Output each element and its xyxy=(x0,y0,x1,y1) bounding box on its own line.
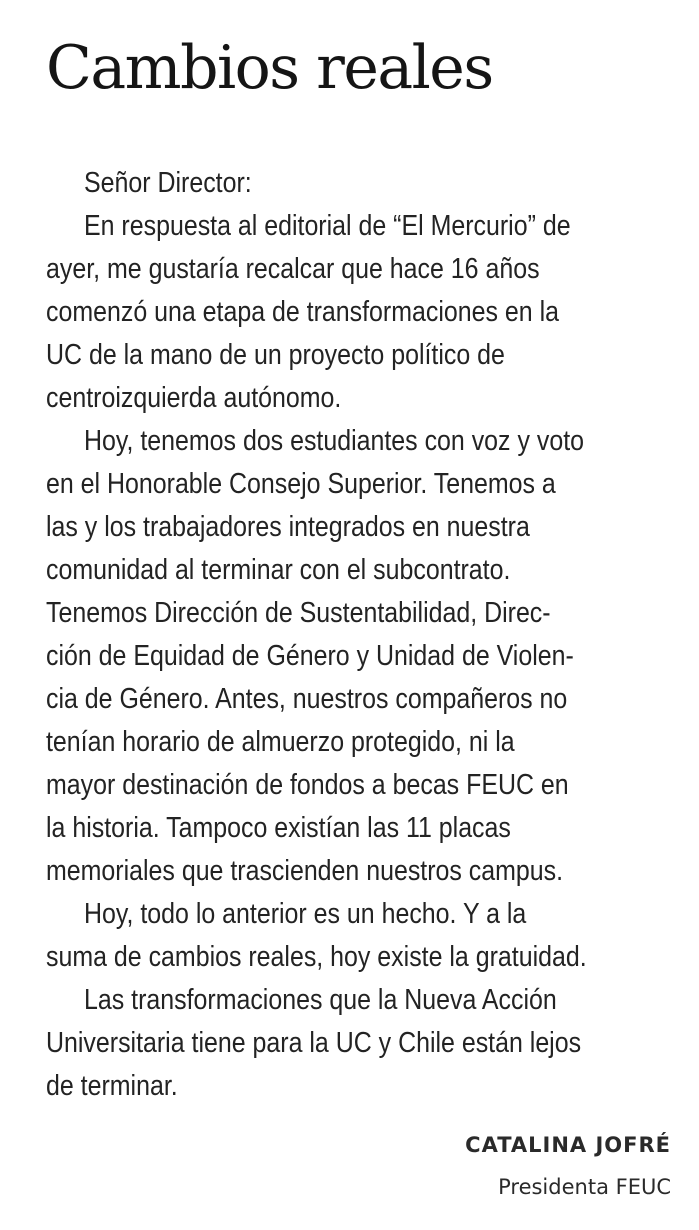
body-line: en el Honorable Consejo Superior. Tenemos a xyxy=(46,468,556,500)
body-line: ayer, me gustaría recalcar que hace 16 años xyxy=(46,253,540,285)
body-line: mayor destinación de fondos a becas FEUC en xyxy=(46,769,569,801)
body-line: de terminar. xyxy=(46,1070,178,1102)
body-line: centroizquierda autónomo. xyxy=(46,382,342,414)
signature-role: Presidenta FEUC xyxy=(498,1175,671,1199)
body-line: cia de Género. Antes, nuestros compañeros no xyxy=(46,683,568,715)
salutation-line: Señor Director: xyxy=(84,167,252,199)
body-line: UC de la mano de un proyecto político de xyxy=(46,339,505,371)
body-line: ción de Equidad de Género y Unidad de Violen- xyxy=(46,640,574,672)
body-line: Las transformaciones que la Nueva Acción xyxy=(84,984,557,1016)
body-line: Universitaria tiene para la UC y Chile están lejos xyxy=(46,1027,582,1059)
body-line: comunidad al terminar con el subcontrato. xyxy=(46,554,511,586)
body-line: las y los trabajadores integrados en nuestra xyxy=(46,511,530,543)
article-title: Cambios reales xyxy=(46,33,493,103)
body-line: suma de cambios reales, hoy existe la gratuidad. xyxy=(46,941,587,973)
signature-name: CATALINA JOFRÉ xyxy=(465,1133,671,1157)
body-line: Tenemos Dirección de Sustentabilidad, Direc- xyxy=(46,597,551,629)
body-line: Hoy, todo lo anterior es un hecho. Y a la xyxy=(84,898,527,930)
body-line: En respuesta al editorial de “El Mercurio” de xyxy=(84,210,571,242)
body-line: Hoy, tenemos dos estudiantes con voz y voto xyxy=(84,425,584,457)
body-line: tenían horario de almuerzo protegido, ni la xyxy=(46,726,515,758)
body-line: la historia. Tampoco existían las 11 placas xyxy=(46,812,511,844)
body-line: comenzó una etapa de transformaciones en la xyxy=(46,296,559,328)
body-line: memoriales que trascienden nuestros campus. xyxy=(46,855,564,887)
